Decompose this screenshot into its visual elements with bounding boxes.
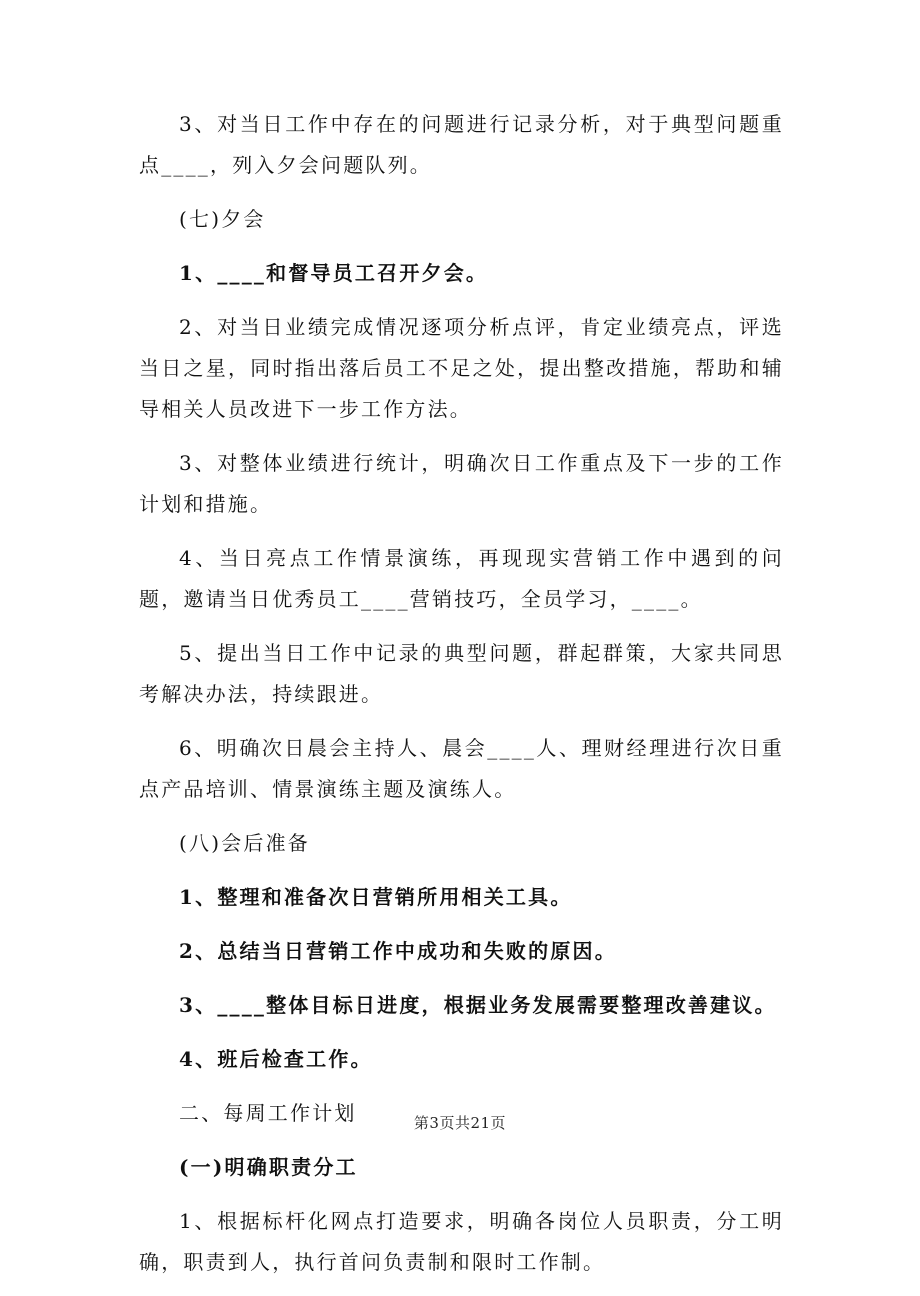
paragraph-evening-item-2: 2、对当日业绩完成情况逐项分析点评，肯定业绩亮点，评选当日之星，同时指出落后员工不足之处，提出整改措施，帮助和辅导相关人员改进下一步工作方法。 bbox=[139, 315, 784, 421]
paragraph-evening-item-3-prev: 3、对当日工作中存在的问题进行记录分析，对于典型问题重点____，列入夕会问题队列。 bbox=[139, 112, 784, 177]
paragraph-after-item-2: 2、总结当日营销工作中成功和失败的原因。 bbox=[179, 939, 617, 963]
section-heading-evening-meeting: (七)夕会 bbox=[179, 207, 266, 231]
paragraph-evening-item-3: 3、对整体业绩进行统计，明确次日工作重点及下一步的工作计划和措施。 bbox=[139, 451, 784, 516]
section-heading-duties: (一)明确职责分工 bbox=[179, 1155, 358, 1179]
paragraph-evening-item-6: 6、明确次日晨会主持人、晨会____人、理财经理进行次日重点产品培训、情景演练主题及演练人。 bbox=[139, 736, 784, 801]
paragraph-evening-item-5: 5、提出当日工作中记录的典型问题，群起群策，大家共同思考解决办法，持续跟进。 bbox=[139, 641, 784, 706]
page-number-footer: 第3页共21页 bbox=[413, 1114, 507, 1132]
paragraph-evening-item-1: 1、____和督导员工召开夕会。 bbox=[179, 261, 489, 285]
paragraph-after-item-4: 4、班后检查工作。 bbox=[179, 1047, 373, 1071]
section-heading-weekly-plan: 二、每周工作计划 bbox=[179, 1101, 357, 1125]
paragraph-after-item-3: 3、____整体目标日进度，根据业务发展需要整理改善建议。 bbox=[179, 993, 777, 1017]
paragraph-after-item-1: 1、整理和准备次日营销所用相关工具。 bbox=[179, 885, 573, 909]
section-heading-after-meeting: (八)会后准备 bbox=[179, 831, 311, 855]
paragraph-evening-item-4: 4、当日亮点工作情景演练，再现现实营销工作中遇到的问题，邀请当日优秀员工____营销技巧，全员学习，____。 bbox=[139, 546, 784, 611]
paragraph-duties-item-1: 1、根据标杆化网点打造要求，明确各岗位人员职责，分工明确，职责到人，执行首问负责制和限时工作制。 bbox=[139, 1209, 784, 1274]
